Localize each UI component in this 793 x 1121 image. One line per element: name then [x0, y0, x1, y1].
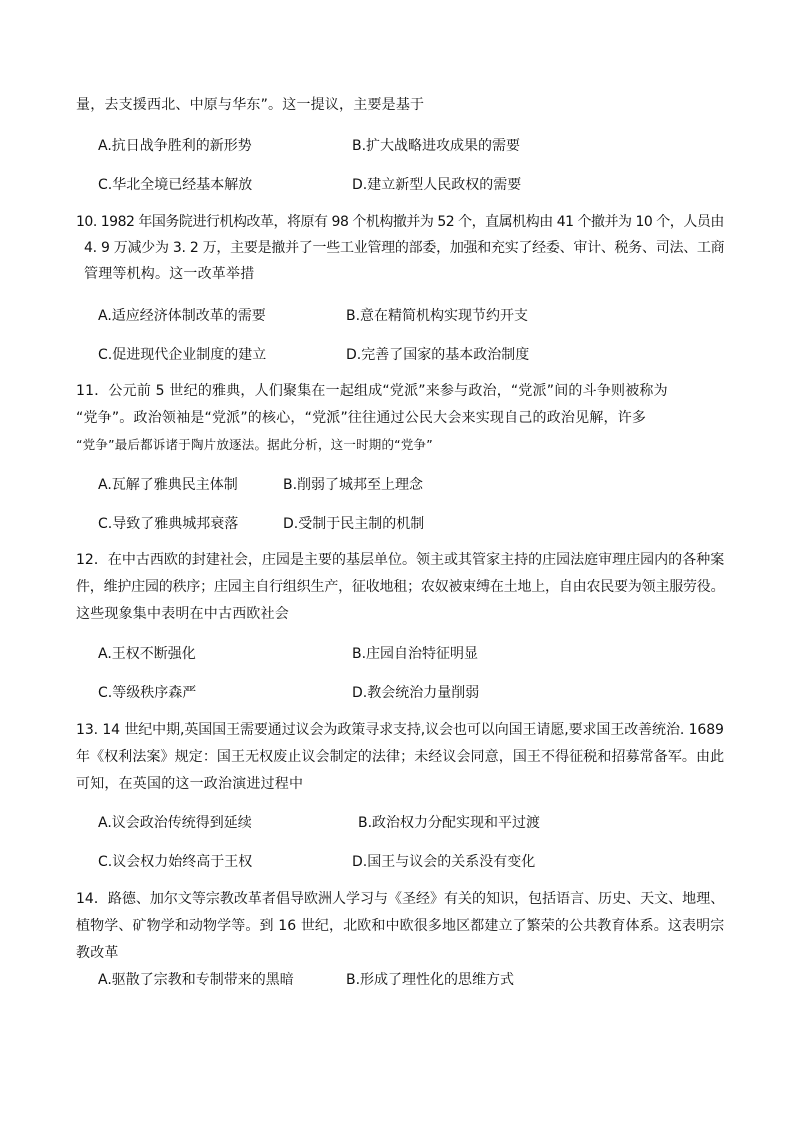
- q11-stem-line-3: “党争”最后都诉诸于陶片放逐法。据此分析，这一时期的“党争”: [76, 437, 433, 452]
- q10-stem-line-3: 管理等机构。这一改革举措: [84, 266, 255, 282]
- q13-option-d[interactable]: D.国王与议会的关系没有变化: [352, 854, 536, 870]
- q9-option-b[interactable]: B.扩大战略进攻成果的需要: [352, 138, 521, 154]
- q13-option-c[interactable]: C.议会权力始终高于王权: [98, 854, 253, 870]
- q12-stem-line-2: 件，维护庄园的秩序；庄园主自行组织生产，征收地租；农奴被束缚在土地上，自由农民要为领主服劳役。: [76, 579, 725, 595]
- q12-option-d[interactable]: D.教会统治力量削弱: [352, 685, 480, 701]
- q14-stem-line-1: 14．路德、加尔文等宗教改革者倡导欧洲人学习与《圣经》有关的知识，包括语言、历史、天文、地理、: [76, 891, 725, 907]
- q14-option-a[interactable]: A.驱散了宗教和专制带来的黑暗: [98, 972, 294, 988]
- q10-stem-line-2: 4. 9 万减少为 3. 2 万，主要是撤并了一些工业管理的部委，加强和充实了经委、审计、税务、司法、工商: [84, 240, 725, 256]
- q14-option-b[interactable]: B.形成了理性化的思维方式: [346, 972, 515, 988]
- q11-option-d[interactable]: D.受制于民主制的机制: [283, 516, 425, 532]
- q11-option-c[interactable]: C.导致了雅典城邦衰落: [98, 516, 239, 532]
- q13-stem-line-3: 可知，在英国的这一政治演进过程中: [76, 776, 304, 792]
- q10-option-a[interactable]: A.适应经济体制改革的需要: [98, 308, 266, 324]
- q12-stem-line-3: 这些现象集中表明在中古西欧社会: [76, 606, 289, 622]
- q9-option-a[interactable]: A.抗日战争胜利的新形势: [98, 138, 252, 154]
- q11-option-b[interactable]: B.削弱了城邦至上理念: [283, 477, 424, 493]
- q12-option-a[interactable]: A.王权不断强化: [98, 646, 196, 662]
- q12-option-b[interactable]: B.庄园自治特征明显: [352, 646, 479, 662]
- q10-option-d[interactable]: D.完善了国家的基本政治制度: [346, 347, 530, 363]
- q13-stem-line-1: 13. 14 世纪中期,英国国王需要通过议会为政策寻求支持,议会也可以向国王请愿,要求国王改善统治. 1689: [76, 722, 724, 738]
- q9-option-c[interactable]: C.华北全境已经基本解放: [98, 177, 253, 193]
- q10-option-b[interactable]: B.意在精简机构实现节约开支: [346, 308, 529, 324]
- q9-option-d[interactable]: D.建立新型人民政权的需要: [352, 177, 522, 193]
- q10-stem-line-1: 10. 1982 年国务院进行机构改革，将原有 98 个机构撤并为 52 个，直属机构由 41 个撤并为 10 个，人员由: [76, 214, 724, 230]
- q11-stem-line-2: “党争”。政治领袖是“党派”的核心，“党派”往往通过公民大会来实现自己的政治见解，许多: [76, 410, 647, 426]
- q13-option-a[interactable]: A.议会政治传统得到延续: [98, 815, 252, 831]
- q11-stem-line-1: 11．公元前 5 世纪的雅典，人们聚集在一起组成“党派”来参与政治，“党派”间的斗争则被称为: [76, 383, 668, 399]
- q10-option-c[interactable]: C.促进现代企业制度的建立: [98, 347, 267, 363]
- q11-option-a[interactable]: A.瓦解了雅典民主体制: [98, 477, 238, 493]
- q9-stem-tail: 量，去支援西北、中原与华东”。这一提议，主要是基于: [76, 97, 425, 113]
- q13-option-b[interactable]: B.政治权力分配实现和平过渡: [358, 815, 541, 831]
- q14-stem-line-3: 教改革: [76, 945, 119, 961]
- q13-stem-line-2: 年《权利法案》规定：国王无权废止议会制定的法律；未经议会同意，国王不得征税和招募常备军。由此: [76, 749, 725, 765]
- q14-stem-line-2: 植物学、矿物学和动物学等。到 16 世纪，北欧和中欧很多地区都建立了繁荣的公共教育体系。这表明宗: [76, 918, 725, 934]
- q12-option-c[interactable]: C.等级秩序森严: [98, 685, 197, 701]
- q12-stem-line-1: 12．在中古西欧的封建社会，庄园是主要的基层单位。领主或其管家主持的庄园法庭审理庄园内的各种案: [76, 552, 725, 568]
